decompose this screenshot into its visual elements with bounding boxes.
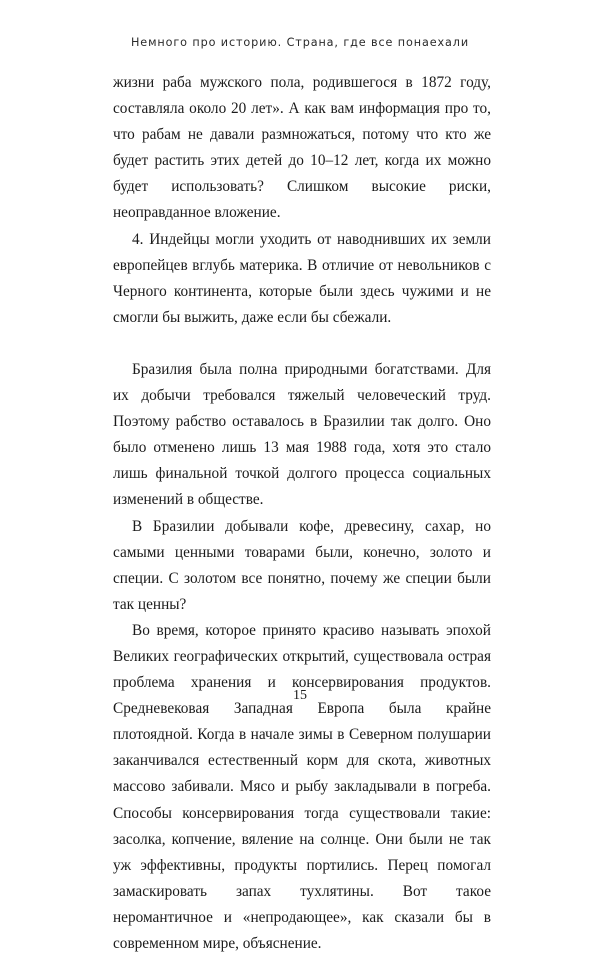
paragraph-brazil-riches: Бразилия была полна природными богатствами. Для их добычи требовался тяжелый человеческий труд. Поэтому рабство оставалось в Бразилии так долго. Оно было отменено лишь 13 мая 1988 года, хотя это стало лишь финальной точкой долгого процесса социальных изменений в обществе. (113, 360, 491, 509)
paragraph-continuation: жизни раба мужского пола, родившегося в 1872 году, составляла около 20 лет». А как вам информация про то, что рабам не давали размножаться, потому что кто же будет растить этих детей до 10–12 лет, когда их можно будет использовать? Слишком высокие риски, неоправданное вложение. (113, 74, 491, 222)
body-text (113, 70, 491, 957)
page-number: 15 (293, 688, 307, 703)
paragraph-spices-explanation: Во время, которое принято красиво называть эпохой Великих географических открытий, существовала острая проблема хранения и консервирования продуктов. Средневековая Западная Европа была крайне плотоядной. Когда в начале зимы в Северном полушарии заканчивался естественный корм для скота, животных массово забивали. Мясо и рыбу закладывали в погреба. Способы консервирования тогда существовали такие: засолка, копчение, вяление на солнце. Они были не так уж эффективны, продукты портились. Перец помогал замаскировать запах тухлятины. Вот такое неромантичное и «непродающее», как сказали бы в современном мире, объяснение. (113, 621, 491, 952)
running-head: Немного про историю. Страна, где все понаехали (131, 36, 469, 49)
paragraph-list-item-4: 4. Индейцы могли уходить от наводнивших их земли европейцев вглубь материка. В отличие от невольников с Черного континента, которые были здесь чужими и не смогли бы выжить, даже если бы сбежали. (113, 230, 491, 326)
paragraph-brazil-goods: В Бразилии добывали кофе, древесину, сахар, но самыми ценными товарами были, конечно, золото и специи. С золотом все понятно, почему же специи были так ценны? (113, 517, 491, 613)
